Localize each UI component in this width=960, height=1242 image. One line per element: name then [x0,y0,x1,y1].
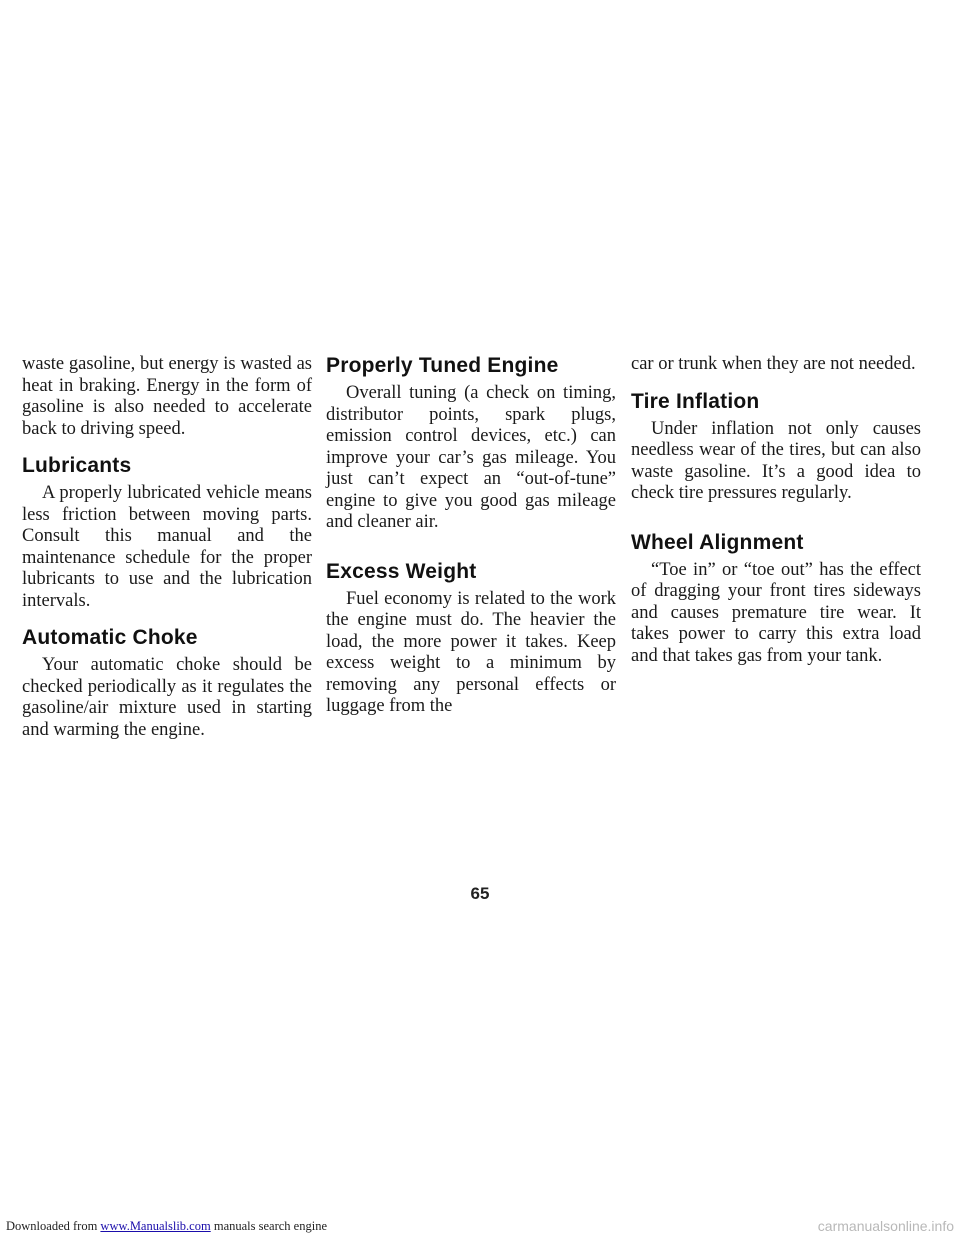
watermark: carmanualsonline.info [817,1218,954,1234]
lubricants-paragraph: A properly lubricated vehicle means less friction between moving parts. Consult this manual and the maintenance schedule for the proper lubricants to use and the lubrication intervals. [22,483,312,611]
middle-column [326,354,616,718]
tire-inflation-paragraph: Under inflation not only causes needless wear of the tires, but can also waste gasoline. It’s a good idea to check tire pressures regularly. [631,418,921,503]
intro-paragraph: waste gasoline, but energy is wasted as heat in braking. Energy in the form of gasoline is also needed to accelerate back to driving speed. [22,354,312,439]
download-suffix: manuals search engine [213,1219,327,1233]
manualslib-link[interactable]: www.Manualslib.com [100,1219,211,1233]
left-column [22,354,312,741]
lubricants-heading: Lubricants [22,454,132,477]
properly-tuned-engine-heading: Properly Tuned Engine [326,354,559,377]
excess-weight-heading: Excess Weight [326,559,477,583]
footer [0,1216,960,1236]
automatic-choke-paragraph: Your automatic choke should be checked periodically as it regulates the gasoline/air mixture used in starting and warming the engine. [22,655,312,740]
download-prefix: Downloaded from [6,1219,98,1233]
wheel-alignment-paragraph: “Toe in” or “toe out” has the effect of dragging your front tires sideways and causes premature tire wear. It takes power to carry this extra load and that takes gas from your tank. [631,559,921,666]
automatic-choke-heading: Automatic Choke [22,626,198,649]
right-column [631,354,921,667]
download-notice [6,1216,327,1236]
wheel-alignment-heading: Wheel Alignment [631,530,804,554]
continuation-paragraph: car or trunk when they are not needed. [631,354,916,374]
tire-inflation-heading: Tire Inflation [631,389,760,413]
excess-weight-paragraph: Fuel economy is related to the work the engine must do. The heavier the load, the more power it takes. Keep excess weight to a minimum by removing any personal effects or luggage from the [326,588,616,716]
page-number: 65 [470,884,490,903]
properly-tuned-engine-paragraph: Overall tuning (a check on timing, distributor points, spark plugs, emission control devices, etc.) can improve your car’s gas mileage. You just can’t expect an “out-of-tune” engine to give you good gas mileage and cleaner air. [326,383,616,532]
